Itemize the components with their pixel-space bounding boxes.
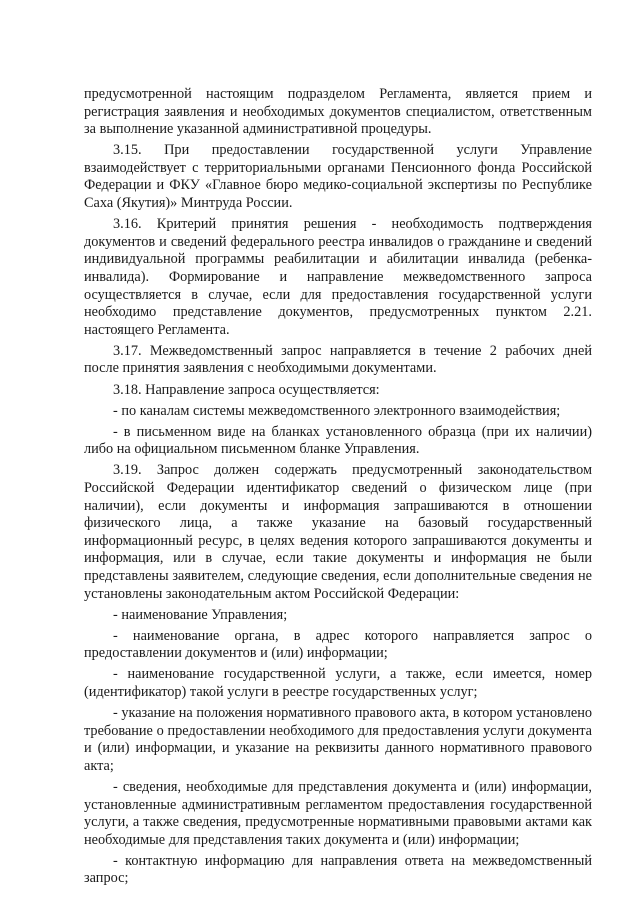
- paragraph-continuation: предусмотренной настоящим подразделом Регламента, является прием и регистрация заявления и необходимых документов специалистом, ответственным за выполнение указанной административной процедуры.: [84, 86, 592, 138]
- paragraph-3-15: 3.15. При предоставлении государственной услуги Управление взаимодействует с территориальными органами Пенсионного фонда Российской Федерации и ФКУ «Главное бюро медико-социальной экспертизы по Республике Саха (Якутия)» Минтруда России.: [84, 142, 592, 212]
- paragraph-3-17: 3.17. Межведомственный запрос направляется в течение 2 рабочих дней после принятия заявления с необходимыми документами.: [84, 342, 592, 377]
- list-item-legal-act: - указание на положения нормативного правового акта, в котором установлено требование о предоставлении необходимого для предоставления услуги документа и (или) информации, и указание на реквизиты данного нормативного правового акта;: [84, 705, 592, 774]
- list-item-service-name: - наименование государственной услуги, а также, если имеется, номер (идентификатор) такой услуги в реестре государственных услуг;: [84, 666, 592, 700]
- paragraph-3-16: 3.16. Критерий принятия решения - необходимость подтверждения документов и сведений федерального реестра инвалидов о гражданине и сведений индивидуальной программы реабилитации и абилитации инвалида (ребенка-инвалида). Формирование и направление межведомственного запроса осуществляется в случае, если для предоставления государственной услуги необходимо представление документов, предусмотренных пунктом 2.21. настоящего Регламента.: [84, 216, 592, 338]
- paragraph-3-18: 3.18. Направление запроса осуществляется:: [113, 381, 380, 398]
- paragraph-3-19: 3.19. Запрос должен содержать предусмотренный законодательством Российской Федерации идентификатор сведений о физическом лице (при наличии), если документы и информация запрашиваются в отношении физического лица, а также указание на базовый государственный информационный ресурс, в целях ведения которого запрашиваются документы и информация, или в случае, если такие документы и информация не были представлены заявителем, следующие сведения, если дополнительные сведения не установлены законодательным актом Российской Федерации:: [84, 462, 592, 602]
- list-item-department-name: - наименование Управления;: [113, 606, 288, 623]
- list-item-recipient-organ: - наименование органа, в адрес которого направляется запрос о предоставлении документов и (или) информации;: [84, 627, 592, 662]
- list-item-required-info: - сведения, необходимые для представления документа и (или) информации, установленные административным регламентом предоставления государственной услуги, а также сведения, предусмотренные нормативными правовыми актами как необходимые для представления таких документа и (или) информации;: [84, 778, 592, 848]
- list-item-contact-info: - контактную информацию для направления ответа на межведомственный запрос;: [84, 852, 592, 887]
- list-item-written-form: - в письменном виде на бланках установленного образца (при их наличии) либо на официальном письменном бланке Управления.: [84, 423, 592, 458]
- document-page: [84, 86, 592, 892]
- list-item-electronic-channel: - по каналам системы межведомственного электронного взаимодействия;: [113, 402, 561, 419]
